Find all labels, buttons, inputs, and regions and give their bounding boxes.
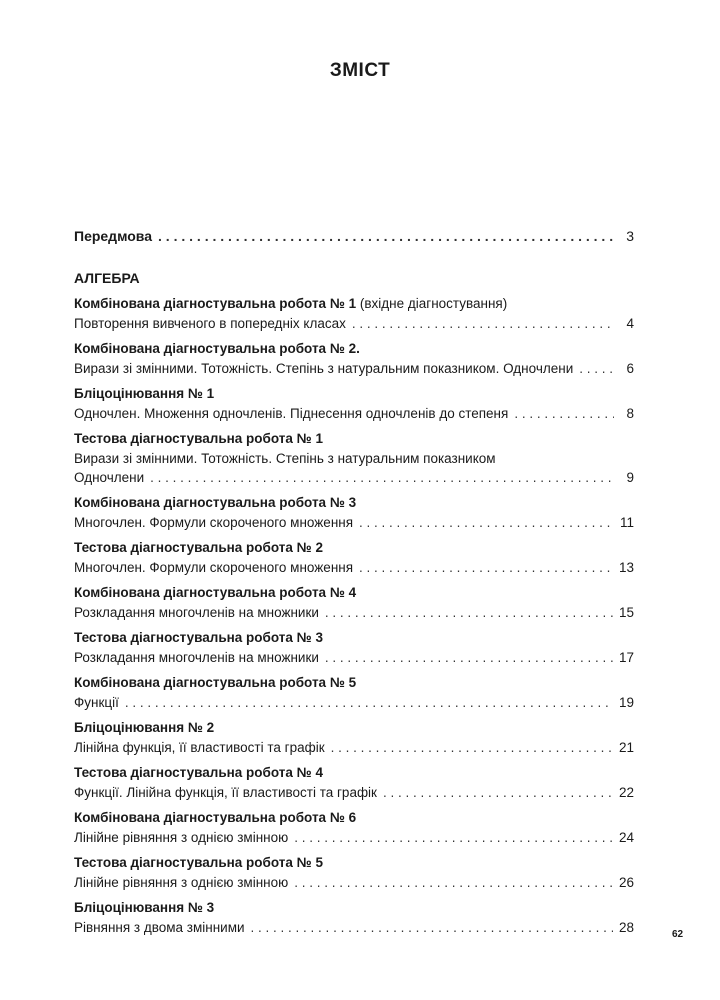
entry-description: Лінійне рівняння з однією змінною — [74, 830, 289, 845]
leader-dots — [383, 783, 613, 802]
entry-page-number: 9 — [626, 470, 634, 485]
entry-title-text: Тестова діагностувальна робота № 1 — [74, 431, 323, 446]
entry-description-row — [74, 404, 634, 423]
entry-title-text: Бліцоцінювання № 3 — [74, 900, 215, 915]
entry-title — [74, 808, 634, 828]
entry-title-text: Тестова діагностувальна робота № 2 — [74, 540, 323, 555]
entry-title-text: Комбінована діагностувальна робота № 6 — [74, 810, 357, 825]
entry-title-text: Бліцоцінювання № 1 — [74, 386, 215, 401]
toc-entry[interactable] — [74, 718, 634, 757]
toc-entry[interactable] — [74, 673, 634, 712]
leader-dots — [325, 648, 613, 667]
entry-title-text: Тестова діагностувальна робота № 3 — [74, 630, 323, 645]
leader-dots — [352, 314, 614, 333]
entry-description-row — [74, 738, 634, 757]
toc-entry[interactable] — [74, 384, 634, 423]
toc-entry[interactable] — [74, 493, 634, 532]
entry-title — [74, 718, 634, 738]
entry-description-row — [74, 783, 634, 802]
entry-page-number: 11 — [619, 515, 634, 530]
entry-page-number: 19 — [618, 695, 634, 710]
entry-title — [74, 339, 634, 359]
toc-preface[interactable] — [74, 227, 634, 246]
leader-dots — [331, 738, 613, 757]
entry-description-row — [74, 603, 634, 622]
entry-title-text: Бліцоцінювання № 2 — [74, 720, 215, 735]
toc-entry[interactable] — [74, 294, 634, 333]
entry-title — [74, 538, 634, 558]
entry-description-row — [74, 314, 634, 333]
entry-page-number: 26 — [618, 875, 634, 890]
entry-description-row — [74, 359, 634, 378]
entry-description: Одночлен. Множення одночленів. Піднесення одночленів до степеня — [74, 406, 509, 421]
entry-page-number: 17 — [618, 650, 634, 665]
entry-description-row — [74, 468, 634, 487]
entry-description: Розкладання многочленів на множники — [74, 605, 319, 620]
page-number: 62 — [672, 929, 684, 940]
entry-description-row — [74, 918, 634, 937]
entry-description: Лінійне рівняння з однією змінною — [74, 875, 289, 890]
entry-title-text: Комбінована діагностувальна робота № 2. — [74, 341, 360, 356]
entry-page-number: 6 — [626, 361, 634, 376]
entry-description: Рівняння з двома змінними — [74, 920, 245, 935]
entry-title-text: Комбінована діагностувальна робота № 5 — [74, 675, 357, 690]
entry-description-row — [74, 693, 634, 712]
entry-title — [74, 628, 634, 648]
leader-dots — [125, 693, 613, 712]
entry-title — [74, 853, 634, 873]
entry-title — [74, 763, 634, 783]
toc-entry[interactable] — [74, 628, 634, 667]
entry-title-text: Комбінована діагностувальна робота № 4 — [74, 585, 357, 600]
leader-dots — [158, 227, 614, 246]
entry-page-number: 28 — [618, 920, 634, 935]
toc-entry[interactable] — [74, 898, 634, 937]
entry-description: Функції — [74, 695, 119, 710]
entry-description: Многочлен. Формули скороченого множення — [74, 560, 354, 575]
entry-page-number: 4 — [626, 316, 634, 331]
toc-entries — [74, 294, 634, 937]
entry-description: Повторення вивченого в попередніх класах — [74, 316, 346, 331]
entry-page-number: 13 — [618, 560, 634, 575]
toc-entry[interactable] — [74, 429, 634, 487]
leader-dots — [294, 828, 613, 847]
entry-page-number: 24 — [618, 830, 634, 845]
section-heading-algebra: АЛГЕБРА — [74, 270, 140, 286]
entry-description: Розкладання многочленів на множники — [74, 650, 319, 665]
leader-dots — [294, 873, 613, 892]
entry-title — [74, 429, 634, 449]
leader-dots — [359, 513, 614, 532]
entry-description-row — [74, 648, 634, 667]
entry-description-row — [74, 828, 634, 847]
entry-title-text: Тестова діагностувальна робота № 4 — [74, 765, 323, 780]
entry-description: Вирази зі змінними. Тотожність. Степінь з натуральним показником — [74, 451, 496, 466]
page-title: ЗМІСТ — [329, 60, 391, 81]
entry-title-text: Комбінована діагностувальна робота № 3 — [74, 495, 357, 510]
leader-dots — [359, 558, 613, 577]
entry-title — [74, 898, 634, 918]
entry-description: Многочлен. Формули скороченого множення — [74, 515, 354, 530]
preface-page: 3 — [626, 228, 634, 244]
entry-description: Функції. Лінійна функція, її властивості та графік — [74, 785, 377, 800]
entry-title — [74, 493, 634, 513]
entry-page-number: 15 — [618, 605, 634, 620]
entry-title — [74, 294, 634, 314]
entry-title — [74, 583, 634, 603]
entry-title — [74, 673, 634, 693]
toc-entry[interactable] — [74, 808, 634, 847]
leader-dots — [325, 603, 613, 622]
entry-title-note: (вхідне діагностування) — [356, 296, 508, 311]
leader-dots — [579, 359, 614, 378]
toc-entry[interactable] — [74, 853, 634, 892]
entry-title-text: Тестова діагностувальна робота № 5 — [74, 855, 323, 870]
toc-entry[interactable] — [74, 339, 634, 378]
table-of-contents — [74, 227, 634, 937]
entry-page-number: 8 — [626, 406, 634, 421]
entry-title-text: Комбінована діагностувальна робота № 1 — [74, 296, 357, 311]
toc-entry[interactable] — [74, 538, 634, 577]
leader-dots — [514, 404, 614, 423]
entry-description: Одночлени — [74, 470, 145, 485]
entry-description: Лінійна функція, її властивості та графік — [74, 740, 325, 755]
entry-description-row — [74, 873, 634, 892]
toc-entry[interactable] — [74, 763, 634, 802]
entry-page-number: 21 — [618, 740, 634, 755]
leader-dots — [150, 468, 614, 487]
toc-entry[interactable] — [74, 583, 634, 622]
leader-dots — [251, 918, 613, 937]
entry-description: Вирази зі змінними. Тотожність. Степінь з натуральним показником. Одночлени — [74, 361, 574, 376]
entry-description-row — [74, 558, 634, 577]
entry-description-row — [74, 513, 634, 532]
entry-page-number: 22 — [618, 785, 634, 800]
preface-label: Передмова — [74, 228, 153, 244]
entry-title — [74, 384, 634, 404]
